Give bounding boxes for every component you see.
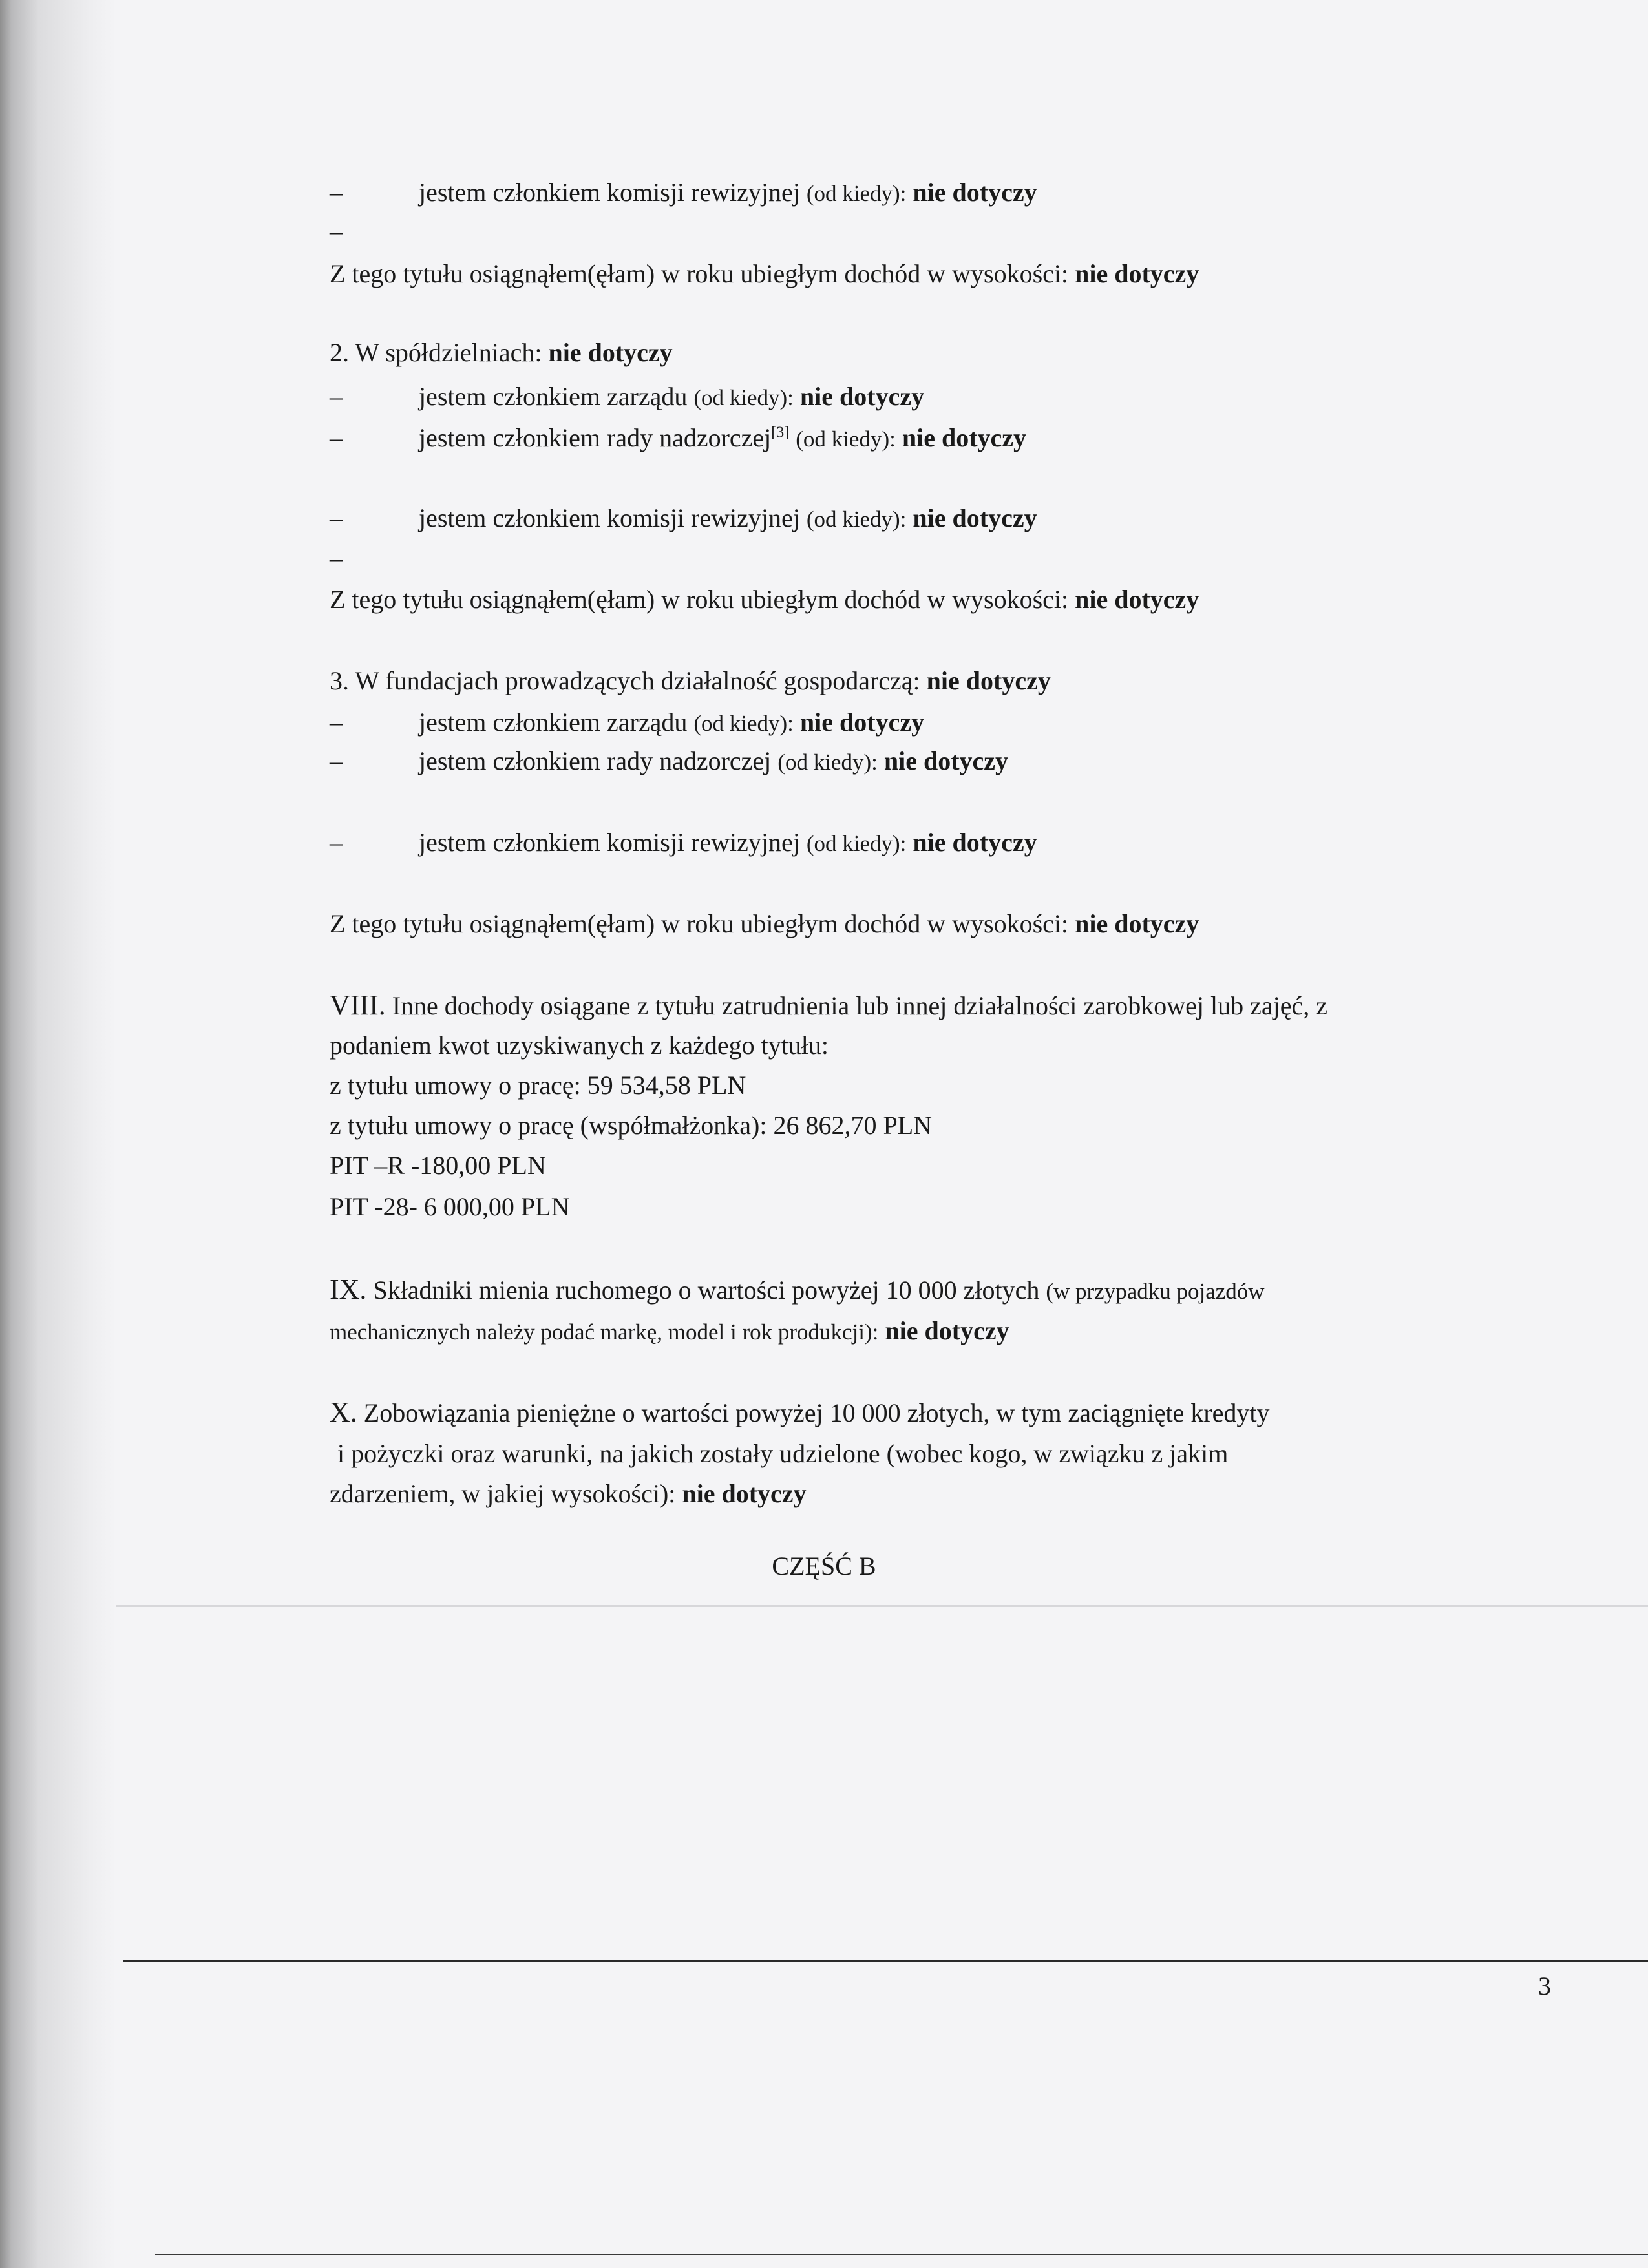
value: nie dotyczy — [1075, 585, 1199, 614]
dash: – — [330, 503, 343, 532]
value: nie dotyczy — [885, 1316, 1009, 1345]
income-item: z tytułu umowy o pracę: 59 534,58 PLN — [330, 1071, 746, 1100]
dash: – — [330, 828, 343, 857]
board-line-3 — [419, 707, 924, 739]
text-small: mechanicznych należy podać markę, model i rok produkcji): — [330, 1319, 879, 1345]
label: Z tego tytułu osiągnąłem(ęłam) w roku ubiegłym dochód w wysokości: — [330, 909, 1069, 938]
section-2-heading — [330, 337, 673, 368]
label: jestem członkiem zarządu — [419, 708, 688, 737]
section-9-line-1 — [330, 1274, 1265, 1307]
label: jestem członkiem rady nadzorczej — [419, 423, 772, 452]
value: nie dotyczy — [913, 828, 1037, 857]
footer-rule — [123, 1960, 1648, 1962]
label: Z tego tytułu osiągnąłem(ęłam) w roku ubiegłym dochód w wysokości: — [330, 585, 1069, 614]
dash: – — [330, 178, 343, 207]
text: zdarzeniem, w jakiej wysokości): — [330, 1479, 676, 1508]
footnote-ref: [3] — [771, 424, 790, 441]
section-10-line-1 — [330, 1397, 1270, 1429]
value: nie dotyczy — [913, 178, 1037, 207]
label: jestem członkiem komisji rewizyjnej — [419, 178, 800, 207]
since-note: (od kiedy): — [693, 711, 794, 736]
heading: 2. W spółdzielniach: — [330, 338, 542, 367]
dash: – — [330, 746, 343, 775]
since-note: (od kiedy): — [806, 181, 907, 206]
text: Składniki mienia ruchomego o wartości powyżej 10 000 złotych — [373, 1276, 1040, 1305]
supervisory-line-3 — [419, 746, 1008, 778]
value: nie dotyczy — [1075, 909, 1199, 938]
value: nie dotyczy — [883, 746, 1009, 775]
section-numeral: IX. — [330, 1274, 367, 1305]
dash: – — [330, 382, 343, 411]
since-note: (od kiedy): — [777, 750, 878, 775]
text: Zobowiązania pieniężne o wartości powyżej 10 000 złotych, w tym zaciągnięte kredyty — [363, 1398, 1270, 1427]
value: nie dotyczy — [799, 708, 925, 737]
section-numeral: VIII. — [330, 989, 386, 1021]
income-line-2 — [330, 584, 1199, 615]
audit-committee-line-1 — [419, 177, 1037, 209]
audit-committee-line-3 — [419, 827, 1037, 859]
section-9-line-2 — [330, 1316, 1009, 1348]
section-8-line-1 — [330, 990, 1327, 1022]
scan-shadow-edge — [0, 0, 116, 2268]
heading: 3. W fundacjach prowadzących działalność gospodarczą: — [330, 666, 920, 695]
since-note: (od kiedy): — [796, 426, 896, 452]
section-8-line-2: podaniem kwot uzyskiwanych z każdego tytułu: — [330, 1031, 829, 1060]
income-item: PIT -28- 6 000,00 PLN — [330, 1192, 570, 1221]
value: nie dotyczy — [902, 423, 1027, 452]
bottom-edge-rule — [155, 2254, 1648, 2255]
audit-committee-line-2 — [419, 503, 1037, 535]
dash: – — [330, 543, 343, 572]
label: jestem członkiem komisji rewizyjnej — [419, 828, 800, 857]
section-10-line-2: i pożyczki oraz warunki, na jakich zostały udzielone (wobec kogo, w związku z jakim — [337, 1439, 1229, 1468]
value: nie dotyczy — [1075, 259, 1199, 288]
section-3-heading — [330, 666, 1051, 697]
value: nie dotyczy — [926, 666, 1051, 695]
since-note: (od kiedy): — [693, 385, 794, 410]
text: Inne dochody osiągane z tytułu zatrudnienia lub innej działalności zarobkowej lub zajęć, z — [392, 991, 1327, 1020]
value: nie dotyczy — [913, 503, 1037, 532]
income-line-3 — [330, 908, 1199, 940]
text-small: (w przypadku pojazdów — [1046, 1279, 1265, 1304]
label: Z tego tytułu osiągnąłem(ęłam) w roku ubiegłym dochód w wysokości: — [330, 259, 1069, 288]
income-item: PIT –R -180,00 PLN — [330, 1151, 546, 1180]
value: nie dotyczy — [799, 382, 925, 411]
label: jestem członkiem komisji rewizyjnej — [419, 503, 800, 532]
section-numeral: X. — [330, 1396, 357, 1428]
since-note: (od kiedy): — [806, 507, 907, 532]
label: jestem członkiem rady nadzorczej — [419, 746, 772, 775]
label: jestem członkiem zarządu — [419, 382, 688, 411]
dash: – — [330, 423, 343, 452]
part-b-title: CZĘŚĆ B — [772, 1551, 876, 1580]
board-line-2 — [419, 381, 924, 414]
supervisory-line-2 — [419, 423, 1026, 455]
dash: – — [330, 708, 343, 737]
since-note: (od kiedy): — [806, 831, 907, 856]
income-line-1 — [330, 258, 1199, 289]
income-item: z tytułu umowy o pracę (współmałżonka): 26 862,70 PLN — [330, 1111, 933, 1140]
section-10-line-3 — [330, 1478, 807, 1509]
value: nie dotyczy — [682, 1479, 807, 1508]
page-fold-line — [116, 1605, 1648, 1607]
dash: – — [330, 216, 343, 246]
page-number: 3 — [1538, 1971, 1551, 2000]
value: nie dotyczy — [548, 338, 673, 367]
